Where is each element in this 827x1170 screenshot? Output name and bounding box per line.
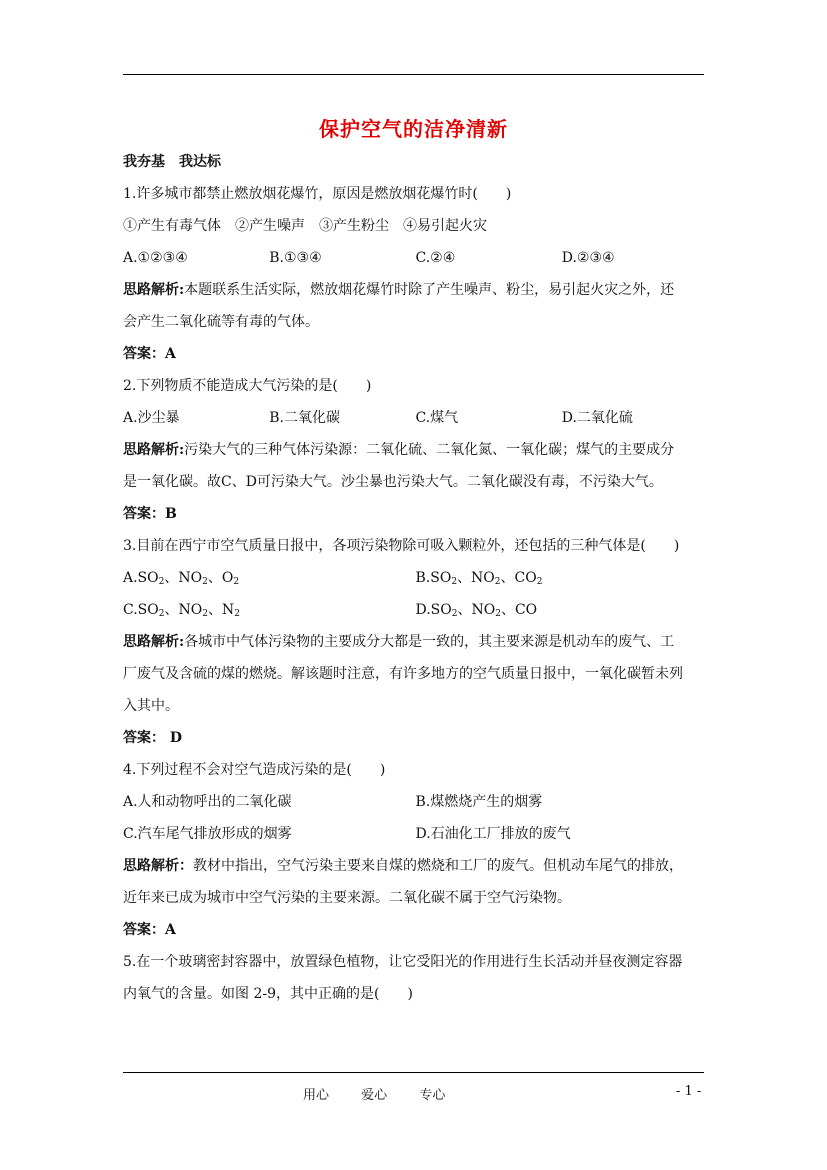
q4-analysis-line-1 bbox=[123, 850, 708, 882]
q1-analysis-line-1 bbox=[123, 274, 708, 306]
q3-option-c: $C.SO_2$、$NO_2$、$N_2$ bbox=[123, 602, 240, 619]
q4-options-row-1 bbox=[123, 786, 708, 818]
footer-motto-2: 爱心 bbox=[361, 1088, 388, 1103]
q1-option-b: B.①③④ bbox=[269, 250, 322, 266]
q3-analysis-text-1: 各城市中气体污染物的主要成分大都是一致的，其主要来源是机动车的废气、工 bbox=[184, 634, 675, 650]
q3-option-a: $A.SO_2$、$NO_2$、$O_2$ bbox=[123, 570, 240, 587]
page-number: - 1 - bbox=[676, 1084, 702, 1099]
footer-motto-1: 用心 bbox=[303, 1088, 330, 1103]
q1-items: ①产生有毒气体 ②产生噪声 ③产生粉尘 ④易引起火灾 bbox=[123, 218, 487, 234]
q4-option-a: A.人和动物呼出的二氧化碳 bbox=[123, 794, 292, 810]
q3-options-row-1 bbox=[123, 562, 708, 594]
header-rule bbox=[123, 74, 704, 75]
q4-answer: 答案：A bbox=[123, 922, 176, 938]
q1-stem: 1.许多城市都禁止燃放烟花爆竹，原因是燃放烟花爆竹时( ) bbox=[123, 186, 512, 202]
q1-answer: 答案：A bbox=[123, 346, 176, 362]
q2-option-b: B.二氧化碳 bbox=[269, 410, 340, 426]
q1-option-d: D.②③④ bbox=[561, 250, 615, 266]
q1-analysis-line-2: 会产生二氧化硫等有毒的气体。 bbox=[123, 314, 319, 330]
q4-analysis-label: 思路解析： bbox=[123, 858, 193, 874]
q1-options bbox=[123, 242, 708, 274]
q3-stem: 3.目前在西宁市空气质量日报中，各项污染物除可吸入颗粒外，还包括的三种气体是( ) bbox=[123, 538, 680, 554]
q3-answer: 答案： D bbox=[123, 730, 183, 746]
q3-analysis-line-2: 厂废气及含硫的煤的燃烧。解该题时注意，有许多地方的空气质量日报中，一氧化碳暂未列 bbox=[123, 666, 683, 682]
section-heading: 我夯基 我达标 bbox=[123, 154, 221, 170]
q2-answer: 答案：B bbox=[123, 506, 177, 522]
q4-analysis-text-1: 教材中指出，空气污染主要来自煤的燃烧和工厂的废气。但机动车尾气的排放， bbox=[193, 858, 683, 874]
q2-analysis-label: 思路解析: bbox=[123, 442, 185, 458]
document-body bbox=[123, 146, 708, 1010]
q2-analysis-line-2: 是一氧化碳。故C、D可污染大气。沙尘暴也污染大气。二氧化碳没有毒，不污染大气。 bbox=[123, 474, 663, 490]
footer-rule bbox=[123, 1072, 704, 1073]
q1-option-c: C.②④ bbox=[415, 250, 456, 266]
q4-option-b: B.煤燃烧产生的烟雾 bbox=[415, 794, 543, 810]
q3-analysis-line-3: 入其中。 bbox=[123, 698, 179, 714]
q1-analysis-label: 思路解析: bbox=[123, 282, 185, 298]
footer-motto bbox=[303, 1084, 503, 1103]
q1-option-a: A.①②③④ bbox=[123, 250, 188, 266]
q4-analysis-line-2: 近年来已成为城市中空气污染的主要来源。二氧化碳不属于空气污染物。 bbox=[123, 890, 571, 906]
footer-motto-3: 专心 bbox=[419, 1088, 446, 1103]
q4-stem: 4.下列过程不会对空气造成污染的是( ) bbox=[123, 762, 386, 778]
q2-analysis-line-1 bbox=[123, 434, 708, 466]
q3-options-row-2 bbox=[123, 594, 708, 626]
q5-stem-line-2: 内氧气的含量。如图 2-9，其中正确的是( ) bbox=[123, 986, 413, 1002]
q3-analysis-label: 思路解析: bbox=[123, 634, 185, 650]
q4-option-d: D.石油化工厂排放的废气 bbox=[415, 826, 571, 842]
q3-analysis-line-1 bbox=[123, 626, 708, 658]
q3-option-d: $D.SO_2$、$NO_2$、CO bbox=[415, 602, 538, 619]
q2-option-c: C.煤气 bbox=[415, 410, 459, 426]
q2-option-d: D.二氧化硫 bbox=[561, 410, 633, 426]
q2-stem: 2.下列物质不能造成大气污染的是( ) bbox=[123, 378, 372, 394]
q1-analysis-text-1: 本题联系生活实际，燃放烟花爆竹时除了产生噪声、粉尘，易引起火灾之外，还 bbox=[184, 282, 675, 298]
q5-stem-line-1: 5.在一个玻璃密封容器中，放置绿色植物，让它受阳光的作用进行生长活动并昼夜测定容器 bbox=[123, 954, 683, 970]
q3-option-b: $B.SO_2$、$NO_2$、$CO_2$ bbox=[415, 570, 543, 587]
q4-option-c: C.汽车尾气排放形成的烟雾 bbox=[123, 826, 292, 842]
q2-options bbox=[123, 402, 708, 434]
q2-analysis-text-1: 污染大气的三种气体污染源：二氧化硫、二氧化氮、一氧化碳；煤气的主要成分 bbox=[184, 442, 675, 458]
q4-options-row-2 bbox=[123, 818, 708, 850]
page-title: 保护空气的洁净清新 bbox=[319, 117, 508, 141]
q2-option-a: A.沙尘暴 bbox=[123, 410, 180, 426]
